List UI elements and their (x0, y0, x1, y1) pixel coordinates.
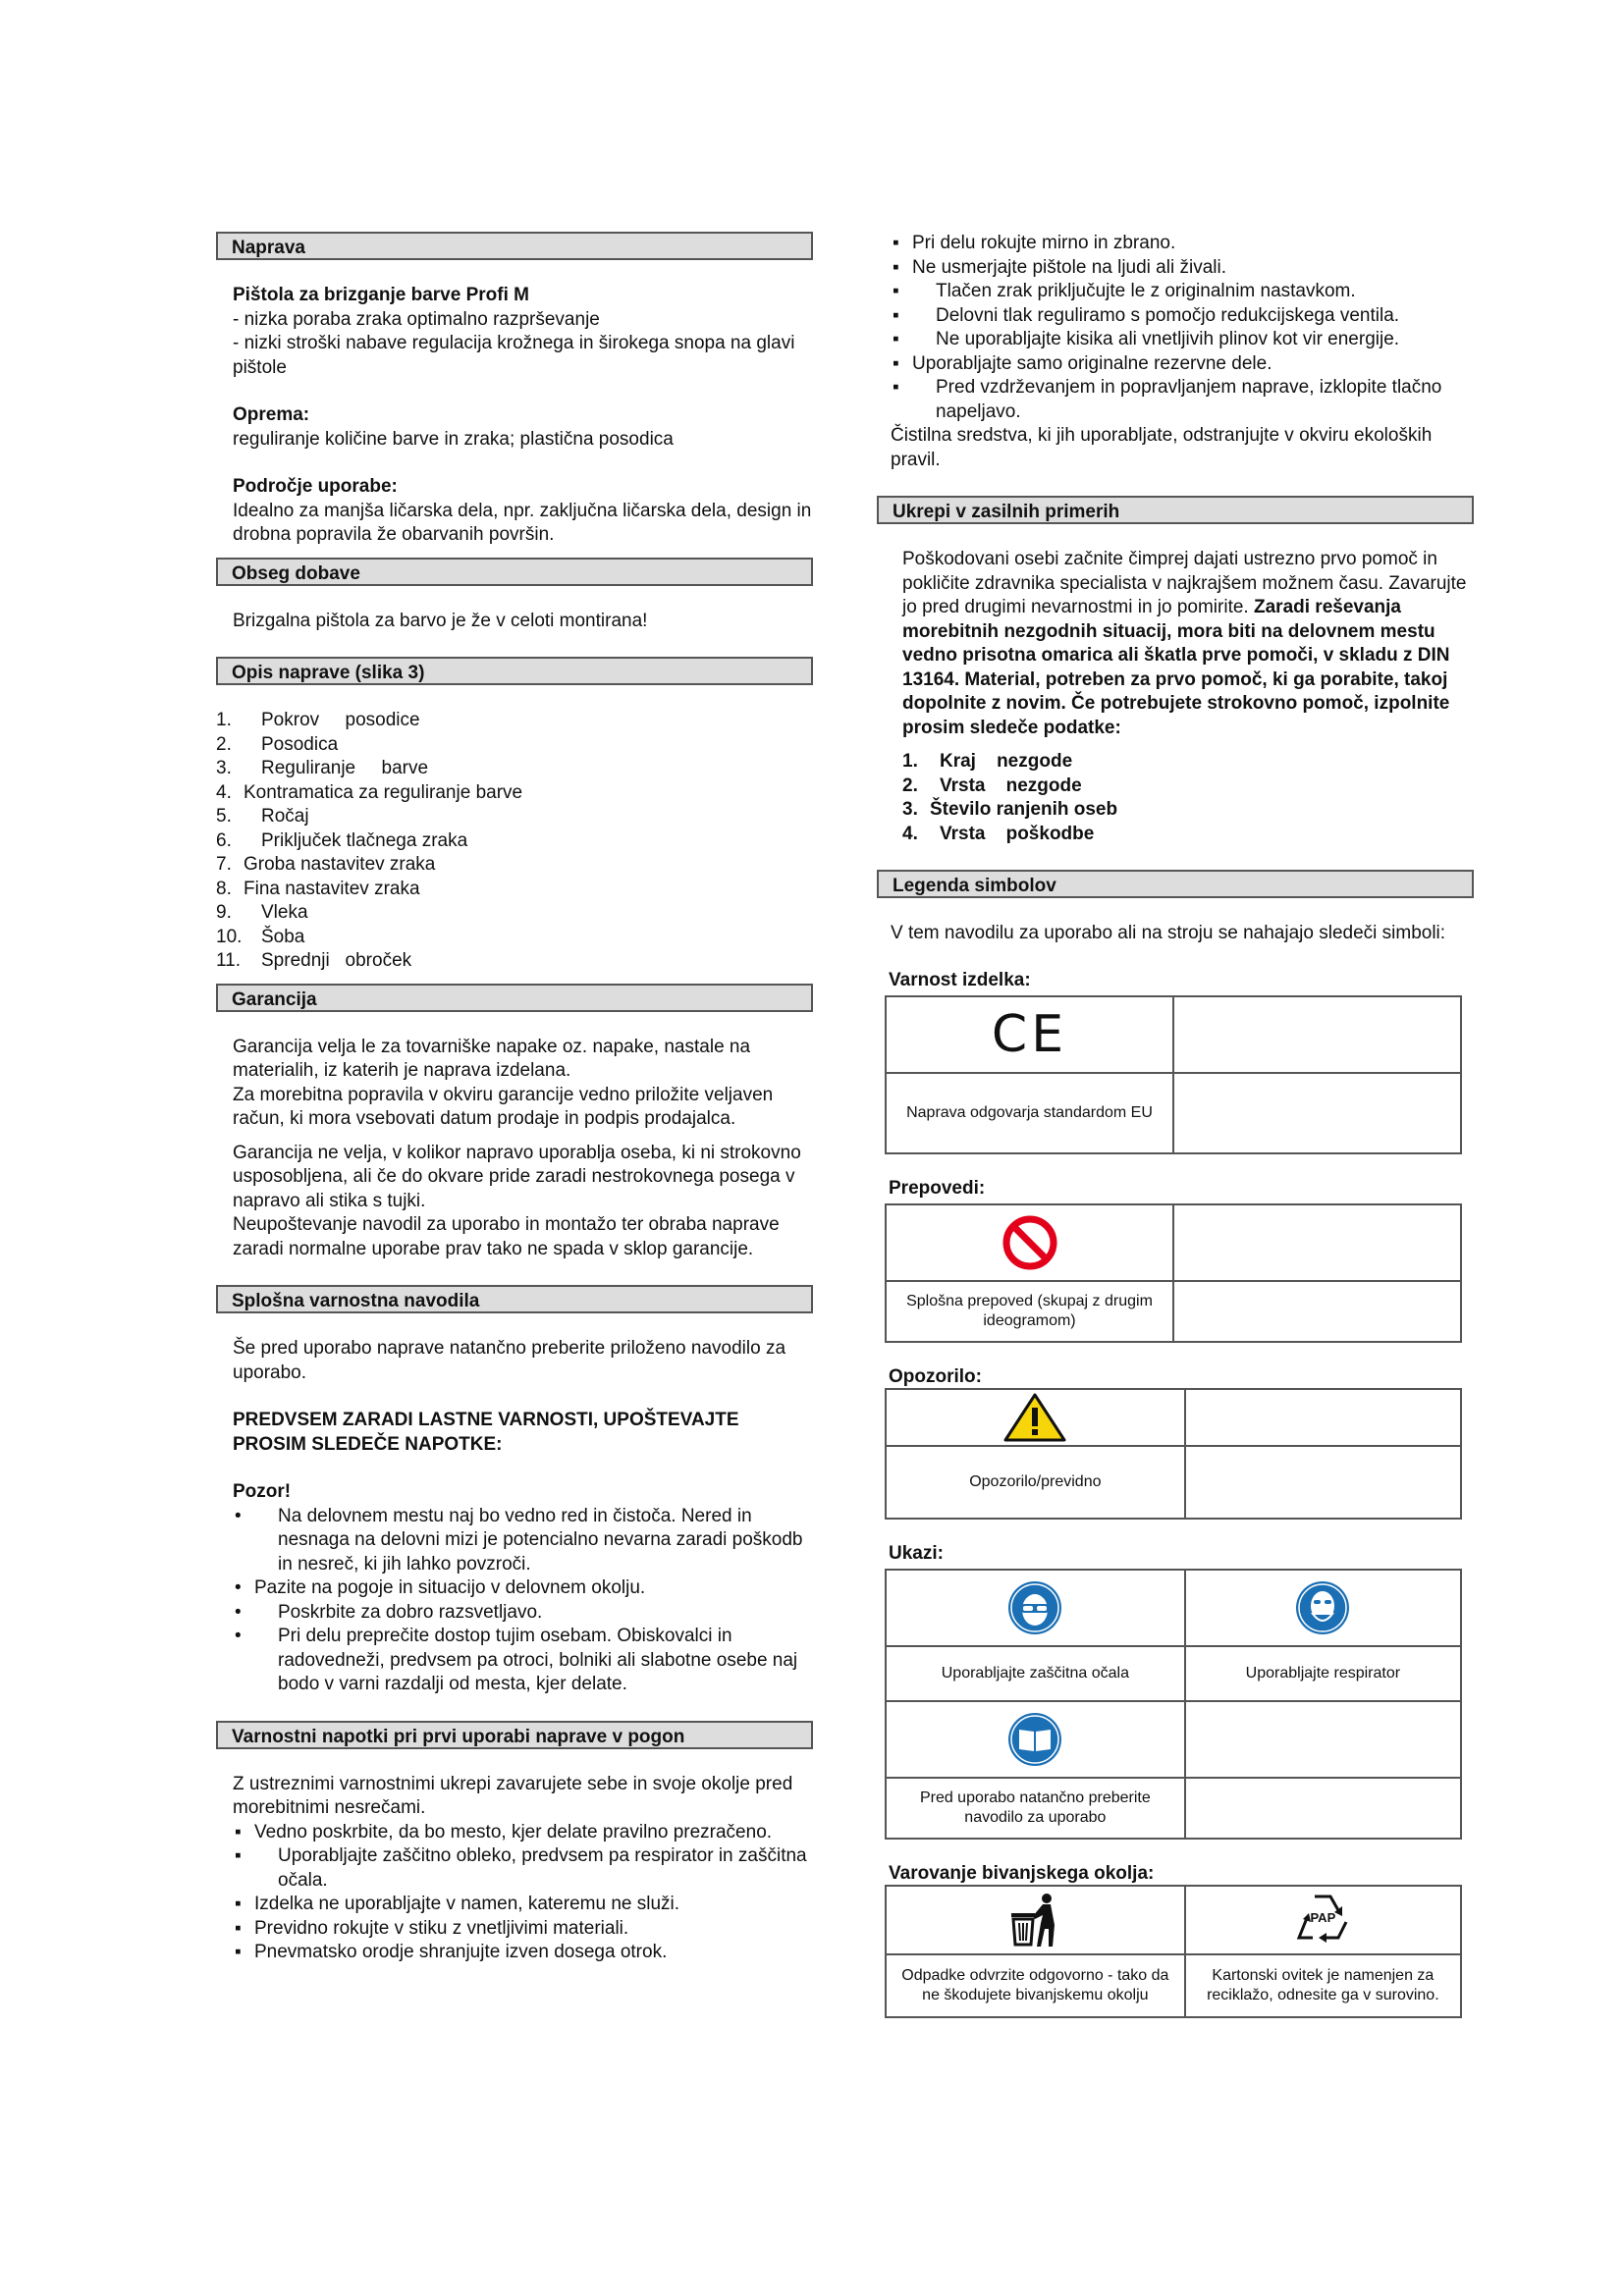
section-heading-legenda: Legenda simbolov (877, 870, 1474, 898)
left-column (216, 232, 813, 1965)
podrocje-label: Področje uporabe: (233, 476, 398, 497)
list-item: • Pri delu preprečite dostop tujim osebam. Obiskovalci in radovedneži, predvsem pa otroci, bolniki ali slabotne osebe naj bodo v varni razdalji od mesta, kjer delate. (233, 1625, 813, 1697)
ce-mark-icon: CE (991, 1004, 1068, 1064)
ocala-caption: Uporabljajte zaščitna očala (886, 1646, 1185, 1701)
parts-list (216, 709, 813, 974)
manual-book-icon (1005, 1731, 1064, 1747)
prohibition-icon (1001, 1234, 1059, 1251)
symbol-table-ukazi (885, 1569, 1462, 1840)
respirator-caption: Uporabljajte respirator (1185, 1646, 1461, 1701)
trash-bin-icon (1003, 1911, 1066, 1928)
warning-triangle-icon (1002, 1409, 1067, 1425)
list-item: 10. Šoba (216, 926, 305, 947)
list-item: ▪ Uporabljajte zaščitno obleko, predvsem pa respirator in zaščitna očala. (233, 1844, 813, 1893)
section-heading-naprava: Naprava (216, 232, 813, 260)
podrocje-text: Idealno za manjša ličarska dela, npr. zaključna ličarska dela, design in drobna popravila že obarvanih površin. (233, 500, 812, 545)
pozor-label: Pozor! (233, 1481, 292, 1502)
ukrepi-text: Poškodovani osebi začnite čimprej dajati ustrezno prvo pomoč in pokličite zdravnika specialista v najkrajšem možnem času. Zavarujte jo pred drugimi nevarnostmi in jo pomirite. (902, 549, 1467, 617)
list-item: 3. Število ranjenih oseb (902, 799, 1118, 820)
list-item: ▪ Vedno poskrbite, da bo mesto, kjer delate pravilno prezračeno. (233, 1821, 813, 1845)
list-item: ▪ Izdelka ne uporabljajte v namen, kateremu ne služi. (233, 1893, 813, 1917)
list-item: 7. Groba nastavitev zraka (216, 854, 436, 875)
garancija-paragraph: Garancija velja le za tovarniške napake oz. napake, nastale na materialih, iz katerih je naprava izdelana. (233, 1036, 751, 1081)
symbol-table-okolje (885, 1885, 1462, 2018)
list-item-plain: • Poskrbite za dobro razsvetljavo. (233, 1601, 813, 1626)
goggles-icon (1005, 1599, 1064, 1616)
list-item: ▪ Delovni tlak reguliramo s pomočjo redukcijskega ventila. (891, 304, 1474, 329)
feature-line: - nizki stroški nabave regulacija krožnega in širokega snopa na glavi pištole (233, 333, 795, 378)
pap-label: PAP (1310, 1909, 1336, 1925)
list-item: 2. Posodica (216, 733, 339, 755)
ce-caption: Naprava odgovarja standardom EU (886, 1073, 1173, 1153)
list-item: 6. Priključek tlačnega zraka (216, 829, 468, 851)
oprema-text: reguliranje količine barve in zraka; plastična posodica (233, 428, 674, 450)
opozorilo-title: Opozorilo: (889, 1365, 982, 1387)
splosna-intro: Še pred uporabo naprave natančno preberite priloženo navodilo za uporabo. (233, 1338, 786, 1383)
list-item: ▪ Pred vzdrževanjem in popravljanjem naprave, izklopite tlačno napeljavo. (891, 376, 1474, 424)
list-item: • Pazite na pogoje in situacijo v delovnem okolju. (233, 1576, 813, 1601)
oprema-label: Oprema: (233, 404, 310, 425)
list-item: 11. Sprednji obroček (216, 950, 412, 971)
list-item: 8. Fina nastavitev zraka (216, 878, 420, 899)
cistila-text: Čistilna sredstva, ki jih uporabljate, odstranjujte v okviru ekoloških pravil. (891, 425, 1433, 470)
prepoved-caption: Splošna prepoved (skupaj z drugim ideogramom) (886, 1281, 1173, 1342)
symbol-table-opozorilo (885, 1388, 1462, 1520)
list-item: 4. Kontramatica za reguliranje barve (216, 781, 523, 803)
garancija-paragraph: Za morebitna popravila v okviru garancije vedno priložite veljaven račun, ki mora vsebovati datum prodaje in podpis prodajalca. (233, 1084, 774, 1129)
section-heading-prvi-zagon: Varnostni napotki pri prvi uporabi naprave v pogon (216, 1721, 813, 1749)
splosna-caps: PREDVSEM ZARADI LASTNE VARNOSTI, UPOŠTEVAJTE PROSIM SLEDEČE NAPOTKE: (233, 1410, 739, 1455)
list-item: ▪ Pnevmatsko orodje shranjujte izven dosega otrok. (233, 1941, 813, 1965)
section-heading-splosna: Splošna varnostna navodila (216, 1285, 813, 1313)
list-item: • Na delovnem mestu naj bo vedno red in čistoča. Nered in nesnaga na delovni mizi je potencialno nevarna zaradi poškodb in nesreč, ki jih lahko povzroči. (233, 1505, 813, 1577)
list-item: 9. Vleka (216, 902, 308, 923)
list-item: 1. Pokrov posodice (216, 710, 420, 730)
recycle-pap-icon (1291, 1889, 1354, 1946)
navodilo-caption: Pred uporabo natančno preberite navodilo za uporabo (886, 1778, 1185, 1839)
product-title: Pištola za brizganje barve Profi M (233, 285, 529, 305)
ukrepi-bold-text: Zaradi reševanja morebitnih nezgodnih situacij, mora biti na delovnem mestu vedno prisotna omarica ali škatla prve pomoči, v skladu z DIN 13164. Material, potreben za prvo pomoč, ki ga porabite, takoj dopolnite z novim. Če potrebujete strokovno pomoč, izpolnite prosim sledeče podatke: (902, 597, 1450, 738)
prvi-zagon-intro: Z ustreznimi varnostnimi ukrepi zavarujete sebe in svoje okolje pred morebitnimi nesrečami. (233, 1773, 793, 1818)
okolje-title: Varovanje bivanjskega okolja: (889, 1862, 1155, 1884)
list-item: ▪ Tlačen zrak priključujte le z originalnim nastavkom. (891, 280, 1474, 304)
list-item: ▪ Ne usmerjajte pištole na ljudi ali živali. (891, 256, 1474, 281)
list-item: 2. Vrsta nezgode (902, 774, 1082, 796)
section-heading-garancija: Garancija (216, 984, 813, 1012)
list-item: 4. Vrsta poškodbe (902, 823, 1095, 844)
first-use-list (233, 1821, 813, 1965)
symbol-table-prepovedi (885, 1203, 1462, 1343)
right-column (877, 232, 1474, 2018)
list-item: ▪ Ne uporabljajte kisika ali vnetljivih plinov kot vir energije. (891, 328, 1474, 352)
garancija-paragraph: Garancija ne velja, v kolikor napravo uporablja oseba, ki ni strokovno usposobljena, ali če do okvare pride zaradi nestrokovnega posega v napravo ali stika s tujki. (233, 1142, 801, 1211)
odpadki-caption: Odpadke odvrzite odgovorno - tako da ne škodujete bivanjskemu okolju (886, 1954, 1185, 2017)
safety-list (233, 1505, 813, 1697)
list-item: ▪ Uporabljajte samo originalne rezervne dele. (891, 352, 1474, 377)
list-item: ▪ Previdno rokujte v stiku z vnetljivimi materiali. (233, 1917, 813, 1942)
legenda-intro: V tem navodilu za uporabo ali na stroju se nahajajo sledeči simboli: (891, 923, 1446, 943)
prepovedi-title: Prepovedi: (889, 1177, 986, 1199)
garancija-paragraph: Neupoštevanje navodil za uporabo in montažo ter obraba naprave zaradi normalne uporabe prav tako ne spada v sklop garancije. (233, 1214, 780, 1259)
handling-list (891, 232, 1474, 424)
symbol-table-varnost (885, 995, 1462, 1154)
list-item: ▪ Pri delu rokujte mirno in zbrano. (891, 232, 1474, 256)
respirator-icon (1293, 1599, 1352, 1616)
karton-caption: Kartonski ovitek je namenjen za reciklažo, odnesite ga v surovino. (1185, 1954, 1461, 2017)
section-heading-opis: Opis naprave (slika 3) (216, 657, 813, 685)
list-item: 1. Kraj nezgode (902, 751, 1073, 772)
section-heading-ukrepi: Ukrepi v zasilnih primerih (877, 496, 1474, 524)
list-item: 3. Reguliranje barve (216, 758, 429, 778)
accident-data-list (902, 750, 1474, 846)
varnost-title: Varnost izdelka: (889, 969, 1031, 990)
obseg-text: Brizgalna pištola za barvo je že v celoti montirana! (233, 610, 648, 631)
feature-line: - nizka poraba zraka optimalno razprševanje (233, 308, 600, 330)
section-heading-obseg: Obseg dobave (216, 558, 813, 586)
list-item: 5. Ročaj (216, 806, 309, 827)
opozorilo-caption: Opozorilo/previdno (886, 1446, 1185, 1519)
ukazi-title: Ukazi: (889, 1542, 944, 1564)
